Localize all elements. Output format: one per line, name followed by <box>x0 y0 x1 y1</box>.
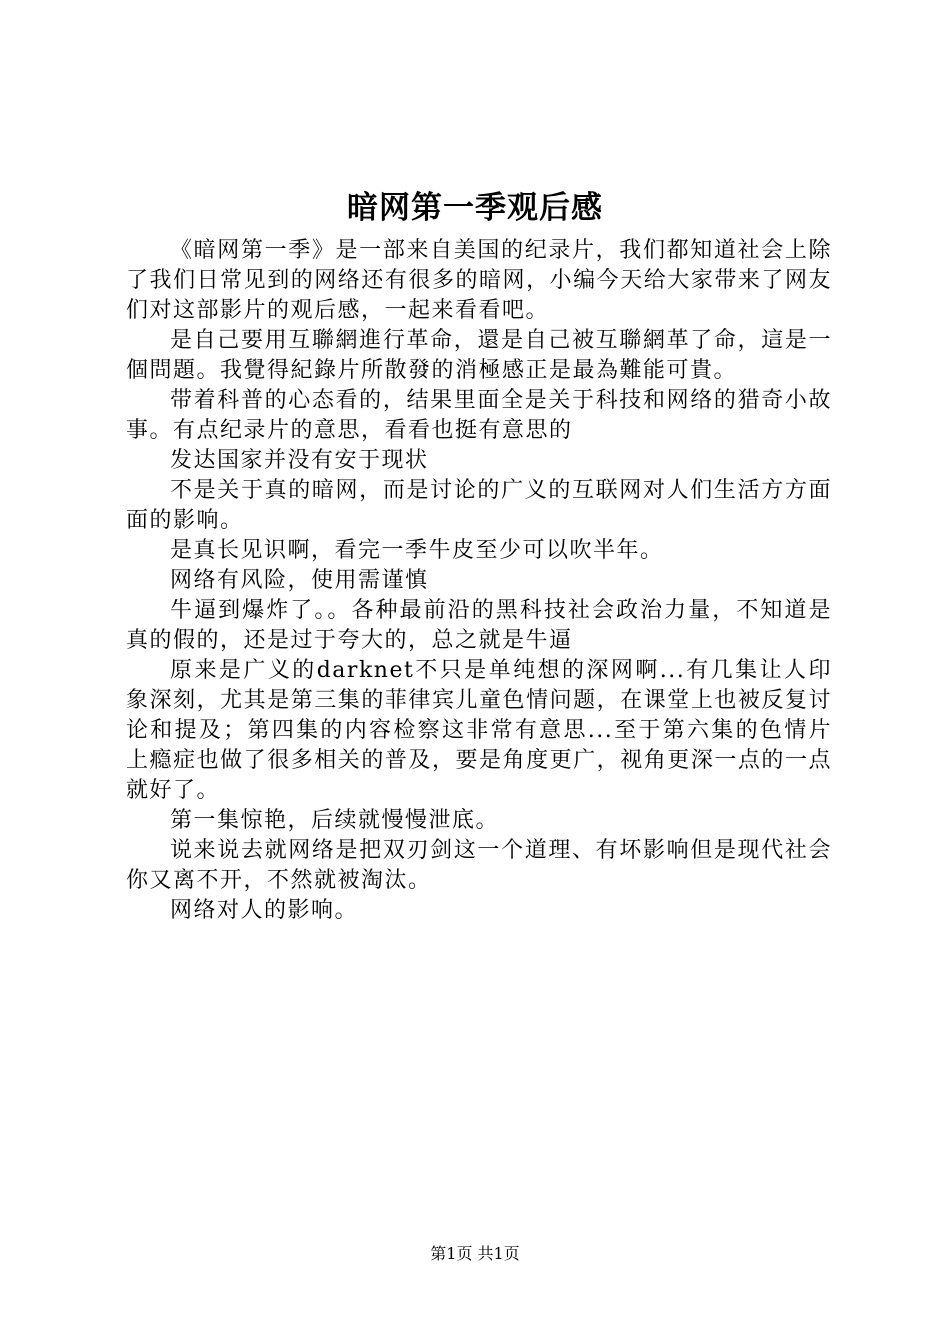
paragraph: 牛逼到爆炸了。。各种最前沿的黑科技社会政治力量，不知道是真的假的，还是过于夸大的，总之就是牛逼 <box>126 598 832 653</box>
paragraph: 是真长见识啊，看完一季牛皮至少可以吹半年。 <box>170 538 664 563</box>
paragraph: 带着科普的心态看的，结果里面全是关于科技和网络的猎奇小故事。有点纪录片的意思，看看也挺有意思的 <box>126 388 832 443</box>
paragraph: 第一集惊艳，后续就慢慢泄底。 <box>170 808 500 833</box>
document-title: 暗网第一季观后感 <box>347 190 603 226</box>
document-body <box>126 236 832 926</box>
paragraph: 发达国家并没有安于现状 <box>170 448 429 473</box>
paragraph: 是自己要用互聯網進行革命，還是自己被互聯網革了命，這是一個問題。我覺得紀錄片所散發的消極感正是最為難能可貴。 <box>126 328 832 383</box>
paragraph: 原来是广义的darknet不只是单纯想的深网啊...有几集让人印象深刻，尤其是第三集的菲律宾儿童色情问题，在课堂上也被反复讨论和提及；第四集的内容检察这非常有意思...至于第六集的色情片上瘾症也做了很多相关的普及，要是角度更广，视角更深一点的一点就好了。 <box>126 658 832 803</box>
paragraph: 不是关于真的暗网，而是讨论的广义的互联网对人们生活方方面面的影响。 <box>126 478 832 533</box>
paragraph: 《暗网第一季》是一部来自美国的纪录片，我们都知道社会上除了我们日常见到的网络还有很多的暗网，小编今天给大家带来了网友们对这部影片的观后感，一起来看看吧。 <box>126 238 832 323</box>
paragraph: 说来说去就网络是把双刃剑这一个道理、有坏影响但是现代社会你又离不开，不然就被淘汰。 <box>126 838 832 893</box>
paragraph: 网络有风险，使用需谨慎 <box>170 568 429 593</box>
page-number-footer: 第1页 共1页 <box>430 1244 520 1263</box>
paragraph: 网络对人的影响。 <box>170 898 359 923</box>
